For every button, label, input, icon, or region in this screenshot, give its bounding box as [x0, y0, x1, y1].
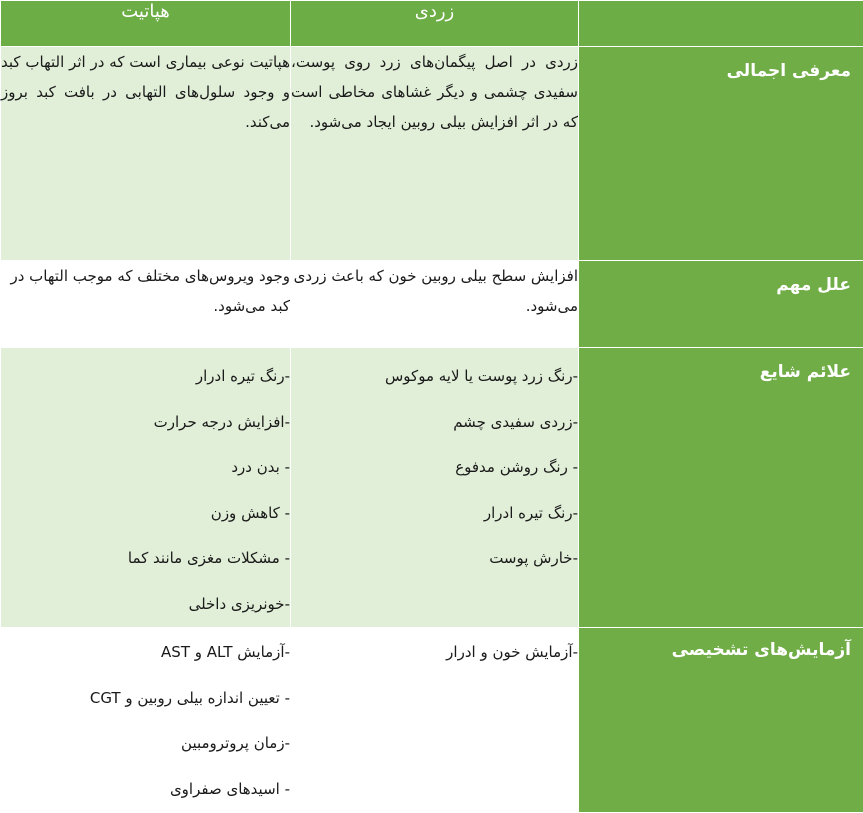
list-item: - مشکلات مغزی مانند کما — [1, 536, 290, 582]
list-item: - بدن درد — [1, 445, 290, 491]
row-label-causes: علل مهم — [579, 261, 863, 348]
list-item: -زمان پروترومبین — [1, 721, 290, 767]
diagnostics-hepatitis-list — [1, 630, 290, 812]
row-diagnostics — [1, 628, 863, 813]
list-item: -رنگ تیره ادرار — [1, 354, 290, 400]
list-item: - تعیین اندازه بیلی روبین و CGT — [1, 676, 290, 722]
header-jaundice: زردی — [291, 1, 579, 47]
symptoms-hepatitis-list — [1, 354, 290, 627]
list-item: -رنگ تیره ادرار — [291, 491, 578, 537]
cell-diagnostics-hepatitis — [1, 628, 291, 813]
header-label-column — [579, 1, 863, 47]
list-item: - رنگ روشن مدفوع — [291, 445, 578, 491]
symptoms-jaundice-list — [291, 354, 578, 582]
diagnostics-jaundice-list — [291, 630, 578, 676]
header-row — [1, 1, 863, 47]
row-label-diagnostics: آزمایش‌های تشخیصی — [579, 628, 863, 813]
list-item: -زردی سفیدی چشم — [291, 400, 578, 446]
cell-overview-jaundice: زردی در اصل پیگمان‌های زرد روی پوست، سفیدی چشمی و دیگر غشاهای مخاطی است که در اثر افزایش بیلی روبین ایجاد می‌شود. — [291, 47, 579, 261]
list-item: -افزایش درجه حرارت — [1, 400, 290, 446]
cell-causes-jaundice: افزایش سطح بیلی روبین خون که باعث زردی می‌شود. — [291, 261, 579, 348]
cell-diagnostics-jaundice — [291, 628, 579, 813]
row-label-overview: معرفی اجمالی — [579, 47, 863, 261]
cell-causes-hepatitis: وجود ویروس‌های مختلف که موجب التهاب در کبد می‌شود. — [1, 261, 291, 348]
list-item: -آزمایش ALT و AST — [1, 630, 290, 676]
list-item: -خارش پوست — [291, 536, 578, 582]
row-label-symptoms: علائم شایع — [579, 348, 863, 628]
cell-overview-hepatitis: هپاتیت نوعی بیماری است که در اثر التهاب کبد و وجود سلول‌های التهابی در بافت کبد بروز می‌کند. — [1, 47, 291, 261]
list-item: -آزمایش خون و ادرار — [291, 630, 578, 676]
list-item: -خونریزی داخلی — [1, 582, 290, 628]
cell-symptoms-hepatitis — [1, 348, 291, 628]
header-hepatitis: هپاتیت — [1, 1, 291, 47]
row-symptoms — [1, 348, 863, 628]
row-causes — [1, 261, 863, 348]
list-item: - کاهش وزن — [1, 491, 290, 537]
list-item: - اسیدهای صفراوی — [1, 767, 290, 813]
list-item: -رنگ زرد پوست یا لایه موکوس — [291, 354, 578, 400]
cell-symptoms-jaundice — [291, 348, 579, 628]
row-overview — [1, 47, 863, 261]
